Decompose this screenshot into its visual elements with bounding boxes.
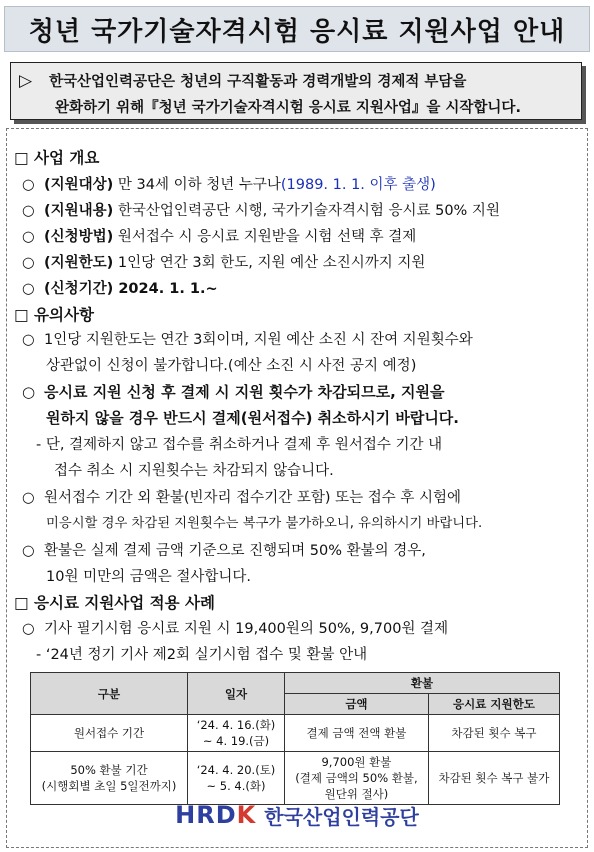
note-4-line-1: 환불은 실제 결제 금액 기준으로 진행되며 50% 환불의 경우, <box>44 543 426 559</box>
logo-text-hrd: HRD <box>175 801 237 829</box>
header-limit: 응시료 지원한도 <box>428 694 559 715</box>
intro-line-2: 완화하기 위해『청년 국가기술자격시험 응시료 지원사업』을 시작합니다. <box>55 100 521 116</box>
cell-date <box>188 752 285 805</box>
circle-bullet-icon: ○ <box>22 621 35 637</box>
date-end: ~ 4. 19.(금) <box>202 734 270 748</box>
note-1-line-2: 상관없이 신청이 불가합니다.(예산 소진 시 사전 공지 예정) <box>46 358 417 374</box>
intro-text <box>49 69 571 121</box>
overview-item-limit <box>22 251 425 272</box>
cell-amount: 결제 금액 전액 환불 <box>285 715 429 752</box>
note-2-sub-line-1: - 단, 결제하지 않고 접수를 취소하거나 결제 후 원서접수 기간 내 <box>36 437 443 453</box>
item-text: 1인당 연간 3회 한도, 지원 예산 소진시까지 지원 <box>113 255 426 271</box>
table-header-row <box>31 673 560 694</box>
item-label: (지원내용) <box>44 203 114 219</box>
cell-limit: 차감된 횟수 복구 불가 <box>428 752 559 805</box>
amount-line-1: 9,700원 환불 <box>321 755 392 769</box>
hrdk-logo <box>175 801 256 829</box>
note-4-line-2: 10원 미만의 금액은 절사합니다. <box>46 569 251 585</box>
circle-bullet-icon: ○ <box>22 490 35 506</box>
date-start: ‘24. 4. 20.(토) <box>196 763 276 777</box>
date-end: ~ 5. 4.(화) <box>206 779 266 793</box>
note-1 <box>22 328 473 349</box>
example-sub: - ‘24년 정기 기사 제2회 실기시험 접수 및 환불 안내 <box>36 647 368 663</box>
item-text: 원서접수 시 응시료 지원받을 시험 선택 후 결제 <box>113 229 417 245</box>
cell-division: 원서접수 기간 <box>31 715 188 752</box>
note-3-line-1: 원서접수 기간 외 환불(빈자리 접수기간 포함) 또는 접수 후 시험에 <box>44 490 461 506</box>
item-label: (지원한도) <box>44 255 114 271</box>
note-4 <box>22 539 426 560</box>
note-3 <box>22 486 461 507</box>
circle-bullet-icon: ○ <box>22 383 36 401</box>
circle-bullet-icon: ○ <box>22 203 35 219</box>
logo-text-k: K <box>236 801 257 829</box>
item-text: 2024. 1. 1.~ <box>113 281 218 297</box>
item-text: 만 34세 이하 청년 누구나 <box>113 177 281 193</box>
overview-item-target <box>22 173 436 194</box>
overview-item-content <box>22 199 500 220</box>
table-row <box>31 752 560 805</box>
circle-bullet-icon: ○ <box>22 332 35 348</box>
footer-logo <box>0 800 594 830</box>
item-text: 한국산업인력공단 시행, 국가기술자격시험 응시료 50% 지원 <box>113 203 500 219</box>
example-text: 기사 필기시험 응시료 지원 시 19,400원의 50%, 9,700원 결제 <box>44 621 449 637</box>
refund-table <box>30 672 560 805</box>
org-name: 한국산업인력공단 <box>264 804 419 829</box>
header-refund: 환불 <box>285 673 560 694</box>
intro-line-1: 한국산업인력공단은 청년의 구직활동과 경력개발의 경제적 부담을 <box>49 74 467 90</box>
circle-bullet-icon: ○ <box>22 281 35 297</box>
example-heading: □ 응시료 지원사업 적용 사례 <box>14 594 215 612</box>
overview-heading: □ 사업 개요 <box>14 149 100 167</box>
circle-bullet-icon: ○ <box>22 229 35 245</box>
item-label: (신청방법) <box>44 229 114 245</box>
item-highlight: (1989. 1. 1. 이후 출생) <box>280 177 436 193</box>
date-start: ‘24. 4. 16.(화) <box>196 718 276 732</box>
item-label: (신청기간) <box>44 281 114 297</box>
note-2-line-1: 응시료 지원 신청 후 결제 시 지원 횟수가 차감되므로, 지원을 <box>44 383 445 401</box>
circle-bullet-icon: ○ <box>22 177 35 193</box>
overview-item-period <box>22 277 218 298</box>
item-label: (지원대상) <box>44 177 114 193</box>
note-2 <box>22 381 444 402</box>
table-row <box>31 715 560 752</box>
cell-division <box>31 752 188 805</box>
note-2-line-2: 원하지 않을 경우 반드시 결제(원서접수) 취소하시기 바랍니다. <box>46 409 459 427</box>
amount-line-3: 원단위 절사) <box>324 787 389 801</box>
division-note: (시행회별 초일 5일전까지) <box>41 779 177 793</box>
circle-bullet-icon: ○ <box>22 543 35 559</box>
note-3-line-2: 미응시할 경우 차감된 지원횟수는 복구가 불가하오니, 유의하시기 바랍니다. <box>46 516 483 531</box>
notes-heading: □ 유의사항 <box>14 306 94 324</box>
division-text: 50% 환불 기간 <box>70 763 148 777</box>
page-title: 청년 국가기술자격시험 응시료 지원사업 안내 <box>4 6 590 52</box>
example-line <box>22 617 448 638</box>
header-amount: 금액 <box>285 694 429 715</box>
note-2-sub-line-2: 접수 취소 시 지원횟수는 차감되지 않습니다. <box>54 463 334 479</box>
cell-date <box>188 715 285 752</box>
cell-limit: 차감된 횟수 복구 <box>428 715 559 752</box>
intro-box <box>10 62 582 120</box>
note-1-line-1: 1인당 지원한도는 연간 3회이며, 지원 예산 소진 시 잔여 지원횟수와 <box>44 332 473 348</box>
header-date: 일자 <box>188 673 285 715</box>
overview-item-method <box>22 225 416 246</box>
cell-amount <box>285 752 429 805</box>
circle-bullet-icon: ○ <box>22 255 35 271</box>
triangle-right-icon: ▷ <box>19 71 33 91</box>
header-division: 구분 <box>31 673 188 715</box>
amount-line-2: (결제 금액의 50% 환불, <box>295 771 418 785</box>
